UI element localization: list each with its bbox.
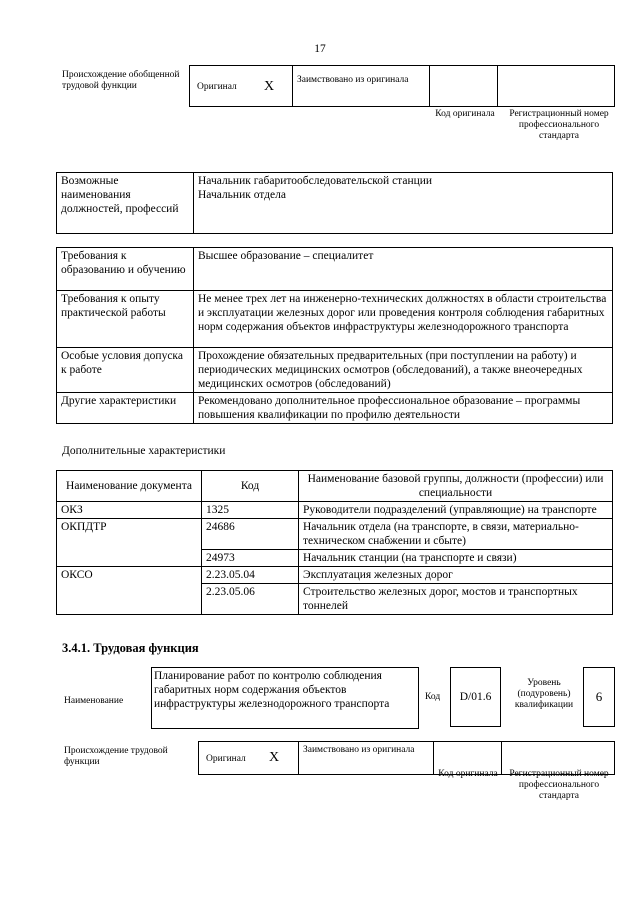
reg-number-label: Регистрационный номер профессионального стандарта: [509, 769, 609, 801]
function-name-value: Планирование работ по контролю соблюдения габаритных норм содержания объектов инфраструктуры железнодорожного транспорта: [151, 667, 419, 729]
row-name: Руководители подразделений (управляющие) на транспорте: [299, 502, 613, 519]
row-name: Начальник отдела (на транспорте, в связи, материально-техническом снабжении и сбыте): [299, 519, 613, 550]
code-original-label: Код оригинала: [438, 769, 498, 779]
borrowed-label: Заимствовано из оригинала: [303, 745, 415, 755]
additional-heading: Дополнительные характеристики: [62, 445, 226, 457]
original-label: Оригинал: [197, 82, 237, 92]
req-label: Требования к образованию и обучению: [57, 248, 194, 291]
req-value: Не менее трех лет на инженерно-технических должностях в области строительства и эксплуатации железных дорог или проведения контроля соблюдения габаритных норм содержания объектов инфраструктуры железнодорожного транспорта: [194, 291, 613, 348]
req-value: Высшее образование – специалитет: [194, 248, 613, 291]
req-value: Рекомендовано дополнительное профессиональное образование – программы повышения квалификации по профилю деятельности: [194, 393, 613, 424]
divider: [429, 66, 430, 106]
divider: [497, 66, 498, 106]
function-code-label: Код: [425, 692, 441, 702]
original-mark: X: [264, 79, 275, 94]
req-label: Требования к опыту практической работы: [57, 291, 194, 348]
req-row: [57, 348, 613, 393]
row-doc: ОКСО: [57, 567, 202, 615]
row-code: 24686: [202, 519, 299, 550]
header-name: Наименование базовой группы, должности (профессии) или специальности: [299, 471, 613, 502]
row-doc: ОКПДТР: [57, 519, 202, 567]
req-row: [57, 248, 613, 291]
row-code: 1325: [202, 502, 299, 519]
header-doc: Наименование документа: [57, 471, 202, 502]
additional-table: [56, 470, 613, 615]
origin-table: [189, 65, 615, 107]
position-item: Начальник габаритообследовательской станции: [198, 175, 433, 187]
req-label: Другие характеристики: [57, 393, 194, 424]
level-label: Уровень (подуровень) квалификации: [514, 678, 574, 710]
level-value: 6: [583, 667, 615, 727]
divider: [298, 742, 299, 774]
req-row: [57, 393, 613, 424]
row-code: 2.23.05.06: [202, 584, 299, 615]
req-label: Особые условия допуска к работе: [57, 348, 194, 393]
page-number: 17: [314, 43, 326, 55]
table-row: [57, 567, 613, 584]
function-heading: 3.4.1. Трудовая функция: [62, 641, 199, 655]
row-name: Эксплуатация железных дорог: [299, 567, 613, 584]
reg-number-label: Регистрационный номер профессионального стандарта: [509, 109, 609, 141]
table-row: [57, 519, 613, 550]
req-value: Прохождение обязательных предварительных (при поступлении на работу) и периодических медицинских осмотров (обследований), а также внеочередных медицинских осмотров (обследований): [194, 348, 613, 393]
function-code-value: D/01.6: [450, 667, 501, 727]
position-item: Начальник отдела: [198, 189, 286, 201]
req-row: [57, 291, 613, 348]
original-label: Оригинал: [206, 754, 246, 764]
original-mark: X: [269, 750, 280, 765]
row-name: Начальник станции (на транспорте и связи): [299, 550, 613, 567]
row-code: 2.23.05.04: [202, 567, 299, 584]
row-code: 24973: [202, 550, 299, 567]
positions-table: [56, 172, 613, 234]
requirements-table: [56, 247, 613, 424]
positions-values: [194, 173, 613, 234]
function-name-label: Наименование: [64, 696, 124, 706]
header-code: Код: [202, 471, 299, 502]
positions-label: Возможные наименования должностей, профессий: [57, 173, 194, 234]
code-original-label: Код оригинала: [435, 109, 495, 119]
table-row: [57, 502, 613, 519]
origin-label: Происхождение трудовой функции: [64, 746, 168, 767]
borrowed-label: Заимствовано из оригинала: [297, 75, 409, 85]
origin-label: Происхождение обобщенной трудовой функции: [62, 70, 180, 91]
divider: [292, 66, 293, 106]
row-name: Строительство железных дорог, мостов и транспортных тоннелей: [299, 584, 613, 615]
row-doc: ОКЗ: [57, 502, 202, 519]
additional-header-row: [57, 471, 613, 502]
